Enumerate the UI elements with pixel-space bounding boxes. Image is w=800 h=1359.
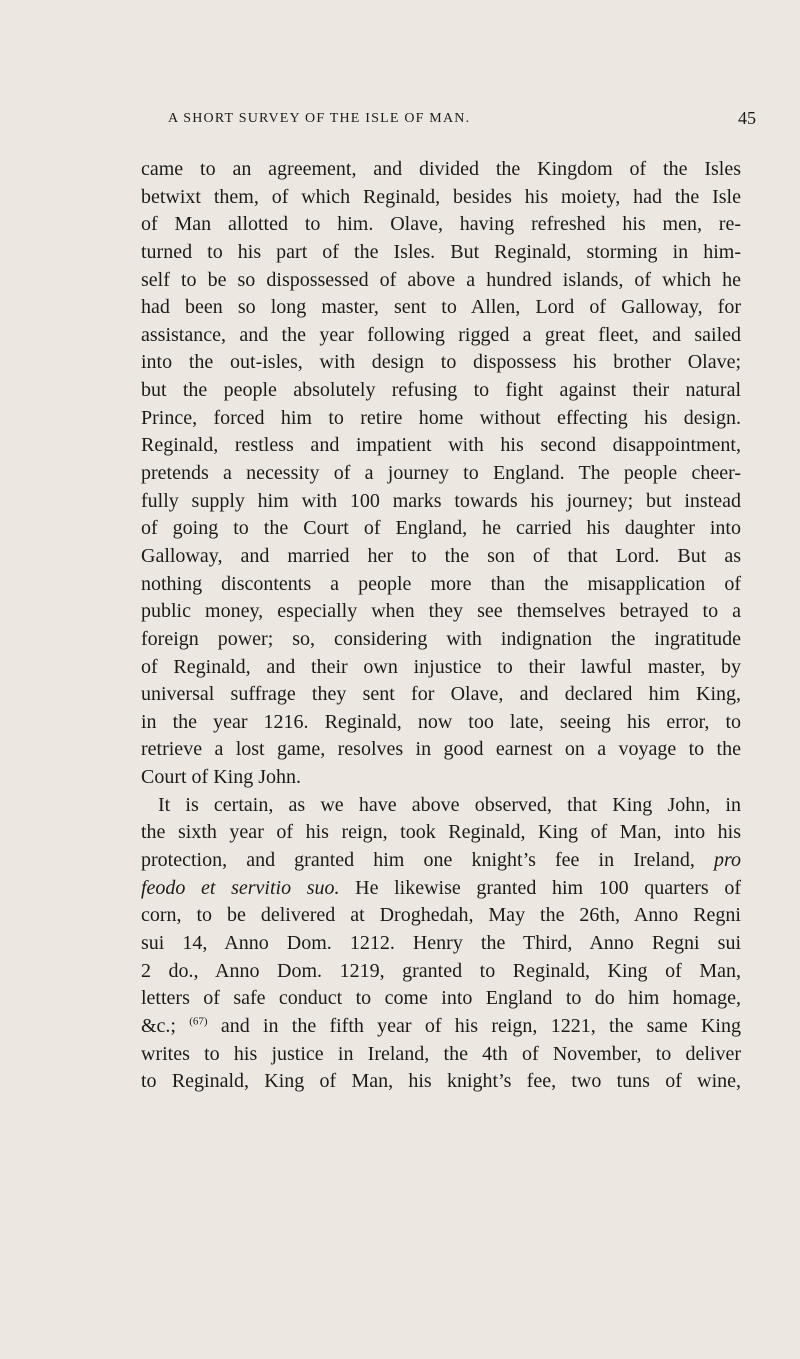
running-title: A SHORT SURVEY OF THE ISLE OF MAN. — [168, 111, 471, 126]
text-line: foreign power; so, considering with indignation the ingratitude — [141, 627, 741, 650]
text-line: Galloway, and married her to the son of that Lord. But as — [141, 544, 741, 567]
text-line: writes to his justice in Ireland, the 4th of November, to deliver — [141, 1042, 741, 1065]
text-line: pretends a necessity of a journey to England. The people cheer- — [141, 462, 741, 485]
text-line: Prince, forced him to retire home without effecting his design. — [141, 406, 741, 429]
text-line: fully supply him with 100 marks towards his journey; but instead — [141, 489, 741, 512]
text-line: assistance, and the year following rigged a great fleet, and sailed — [141, 323, 741, 346]
text-line: but the people absolutely refusing to fight against their natural — [141, 379, 741, 402]
text-line: public money, especially when they see themselves betrayed to a — [141, 600, 741, 623]
text-line: betwixt them, of which Reginald, besides his moiety, had the Isle — [141, 185, 741, 208]
text-line: in the year 1216. Reginald, now too late, seeing his error, to — [141, 710, 741, 733]
text-line: self to be so dispossessed of above a hundred islands, of which he — [141, 268, 741, 291]
text-line: retrieve a lost game, resolves in good earnest on a voyage to the — [141, 738, 741, 761]
text-line: Court of King John. — [141, 766, 301, 789]
footnote-marker: (67) — [189, 1015, 208, 1028]
page-number: 45 — [738, 108, 756, 128]
text-line: protection, and granted him one knight’s fee in Ireland, pro — [141, 849, 741, 872]
text-line: of Man allotted to him. Olave, having refreshed his men, re- — [141, 213, 741, 236]
text-line: corn, to be delivered at Droghedah, May the 26th, Anno Regni — [141, 904, 741, 927]
text-line: It is certain, as we have above observed, that King John, in — [158, 793, 741, 816]
text-line: the sixth year of his reign, took Reginald, King of Man, into his — [141, 821, 741, 844]
text-line: &c.; $^{(67)}$ and in the fifth year of his reign, 1221, the same King — [141, 1014, 741, 1037]
text-line: had been so long master, sent to Allen, Lord of Galloway, for — [141, 296, 741, 319]
text-line: of going to the Court of England, he carried his daughter into — [141, 517, 741, 540]
text-line: into the out-isles, with design to dispossess his brother Olave; — [141, 351, 741, 374]
text-line: turned to his part of the Isles. But Reginald, storming in him- — [141, 240, 741, 263]
text-line: Reginald, restless and impatient with his second disappointment, — [141, 434, 741, 457]
text-line: came to an agreement, and divided the Kingdom of the Isles — [141, 158, 741, 180]
text-line: universal suffrage they sent for Olave, and declared him King, — [141, 683, 741, 706]
text-line: feodo et servitio suo. He likewise granted him 100 quarters of — [141, 876, 741, 899]
text-line: 2 do., Anno Dom. 1219, granted to Reginald, King of Man, — [141, 959, 741, 982]
text-line: nothing discontents a people more than the misapplication of — [141, 572, 741, 595]
text-line: of Reginald, and their own injustice to their lawful master, by — [141, 655, 741, 678]
text-line: letters of safe conduct to come into England to do him homage, — [141, 987, 741, 1010]
text-line: sui 14, Anno Dom. 1212. Henry the Third, Anno Regni sui — [141, 931, 741, 954]
text-line: to Reginald, King of Man, his knight’s fee, two tuns of wine, — [141, 1070, 741, 1093]
body-text — [141, 156, 741, 1096]
